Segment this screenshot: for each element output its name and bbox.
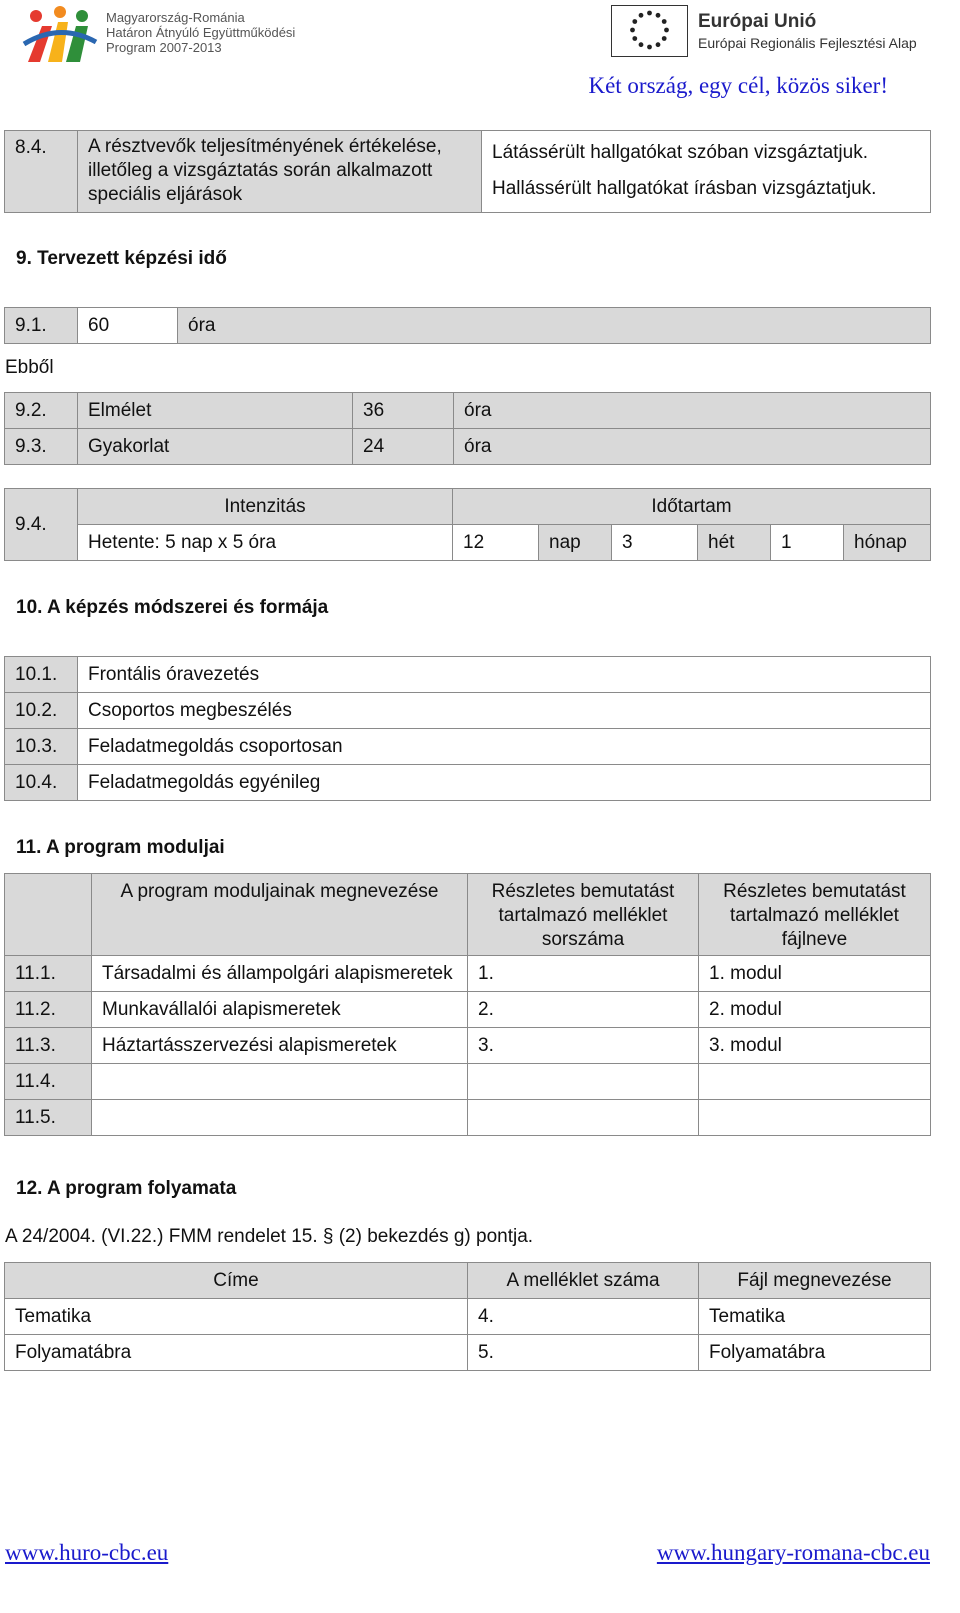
- row-unit: óra: [454, 393, 931, 429]
- module-file: 1. modul: [699, 956, 931, 992]
- months-unit: hónap: [844, 525, 931, 561]
- row-unit: óra: [178, 308, 931, 344]
- module-name: Társadalmi és állampolgári alapismeretek: [92, 956, 468, 992]
- program-logo-line: Magyarország-Románia: [106, 10, 245, 25]
- row-label: Feladatmegoldás egyénileg: [78, 765, 931, 801]
- section-title: 10. A képzés módszerei és formája: [16, 597, 329, 618]
- row-value: [482, 131, 931, 213]
- attachment-file: Tematika: [699, 1299, 931, 1335]
- days-value: 12: [453, 525, 539, 561]
- section-title: 12. A program folyamata: [16, 1178, 237, 1199]
- row-value: 36: [353, 393, 454, 429]
- footer-link-right[interactable]: www.hungary-romana-cbc.eu: [656, 1540, 930, 1565]
- table-row: [5, 429, 931, 465]
- attachment-file: Folyamatábra: [699, 1335, 931, 1371]
- table-row: [5, 956, 931, 992]
- table-9-2: [4, 392, 931, 465]
- table-11: [4, 873, 931, 1136]
- row-label: Csoportos megbeszélés: [78, 693, 931, 729]
- table-row: [5, 393, 931, 429]
- row-value: 60: [78, 308, 178, 344]
- attachment-number: 4.: [468, 1299, 699, 1335]
- header-cell: Címe: [5, 1263, 468, 1299]
- row-number: 9.2.: [5, 393, 78, 429]
- table-row: [5, 1335, 931, 1371]
- header-cell: A melléklet száma: [468, 1263, 699, 1299]
- header-cell: [5, 874, 92, 956]
- row-number: 9.4.: [5, 489, 78, 561]
- table-row: [5, 1100, 931, 1136]
- section-title: 11. A program moduljai: [16, 837, 225, 858]
- table-header-row: [5, 874, 931, 956]
- row-number: 10.4.: [5, 765, 78, 801]
- section-title: 9. Tervezett képzési idő: [16, 248, 227, 269]
- table-9-1: [4, 307, 931, 344]
- row-number: 9.3.: [5, 429, 78, 465]
- months-value: 1: [771, 525, 844, 561]
- footer-link-left[interactable]: www.huro-cbc.eu: [5, 1540, 169, 1565]
- table-8-4: [4, 130, 931, 213]
- table-row: [5, 693, 931, 729]
- module-index: [468, 1064, 699, 1100]
- weeks-unit: hét: [698, 525, 771, 561]
- row-value: 24: [353, 429, 454, 465]
- table-10: [4, 656, 931, 801]
- attachment-title: Folyamatábra: [5, 1335, 468, 1371]
- module-file: 2. modul: [699, 992, 931, 1028]
- module-name: Háztartásszervezési alapismeretek: [92, 1028, 468, 1064]
- table-row: [5, 657, 931, 693]
- row-number: 11.3.: [5, 1028, 92, 1064]
- table-row: [5, 1299, 931, 1335]
- value-line: Hallássérült hallgatókat írásban vizsgáztatjuk.: [492, 178, 877, 199]
- row-label: Gyakorlat: [78, 429, 353, 465]
- table-row: [5, 992, 931, 1028]
- table-header-row: [5, 1263, 931, 1299]
- row-label: Frontális óravezetés: [78, 657, 931, 693]
- row-number: 9.1.: [5, 308, 78, 344]
- program-logo-line: Program 2007-2013: [106, 40, 222, 55]
- intensity-header: Intenzitás: [78, 489, 453, 525]
- module-index: [468, 1100, 699, 1136]
- module-index: 1.: [468, 956, 699, 992]
- table-row: [5, 1064, 931, 1100]
- module-name: [92, 1100, 468, 1136]
- eu-subtitle: Európai Regionális Fejlesztési Alap: [698, 35, 917, 51]
- slogan: Két ország, egy cél, közös siker!: [588, 73, 888, 98]
- row-number: 10.1.: [5, 657, 78, 693]
- row-unit: óra: [454, 429, 931, 465]
- value-line: Látássérült hallgatókat szóban vizsgáztatjuk.: [492, 142, 868, 163]
- row-label: Feladatmegoldás csoportosan: [78, 729, 931, 765]
- module-name: [92, 1064, 468, 1100]
- days-unit: nap: [539, 525, 612, 561]
- row-number: 8.4.: [5, 131, 78, 213]
- duration-header: Időtartam: [453, 489, 931, 525]
- module-index: 2.: [468, 992, 699, 1028]
- eu-logo: [611, 5, 941, 59]
- regulation-note: A 24/2004. (VI.22.) FMM rendelet 15. § (2) bekezdés g) pontja.: [5, 1226, 534, 1247]
- of-which-label: Ebből: [5, 357, 54, 378]
- people-logo-icon: [22, 4, 98, 64]
- table-row: [5, 729, 931, 765]
- module-file: 3. modul: [699, 1028, 931, 1064]
- weeks-value: 3: [612, 525, 698, 561]
- program-logo: [22, 4, 322, 64]
- eu-title: Európai Unió: [698, 11, 817, 32]
- row-number: 10.3.: [5, 729, 78, 765]
- table-row: [5, 1028, 931, 1064]
- header-cell: Fájl megnevezése: [699, 1263, 931, 1299]
- row-label: Elmélet: [78, 393, 353, 429]
- row-label: A résztvevők teljesítményének értékelése, illetőleg a vizsgáztatás során alkalmazott speciális eljárások: [78, 131, 482, 213]
- row-number: 10.2.: [5, 693, 78, 729]
- table-row: [5, 525, 931, 561]
- table-row: [5, 131, 931, 213]
- intensity-value: Hetente: 5 nap x 5 óra: [78, 525, 453, 561]
- header-cell: Részletes bemutatást tartalmazó melléklet sorszáma: [468, 874, 699, 956]
- table-12: [4, 1262, 931, 1371]
- header-cell: Részletes bemutatást tartalmazó melléklet fájlneve: [699, 874, 931, 956]
- table-9-4: [4, 488, 931, 561]
- header-cell: A program moduljainak megnevezése: [92, 874, 468, 956]
- module-index: 3.: [468, 1028, 699, 1064]
- table-row: [5, 308, 931, 344]
- table-row: [5, 489, 931, 525]
- row-number: 11.5.: [5, 1100, 92, 1136]
- eu-flag-icon: [611, 5, 688, 57]
- module-file: [699, 1064, 931, 1100]
- module-file: [699, 1100, 931, 1136]
- row-number: 11.1.: [5, 956, 92, 992]
- row-number: 11.2.: [5, 992, 92, 1028]
- module-name: Munkavállalói alapismeretek: [92, 992, 468, 1028]
- row-number: 11.4.: [5, 1064, 92, 1100]
- table-row: [5, 765, 931, 801]
- program-logo-line: Határon Átnyúló Együttműködési: [106, 25, 296, 40]
- attachment-number: 5.: [468, 1335, 699, 1371]
- attachment-title: Tematika: [5, 1299, 468, 1335]
